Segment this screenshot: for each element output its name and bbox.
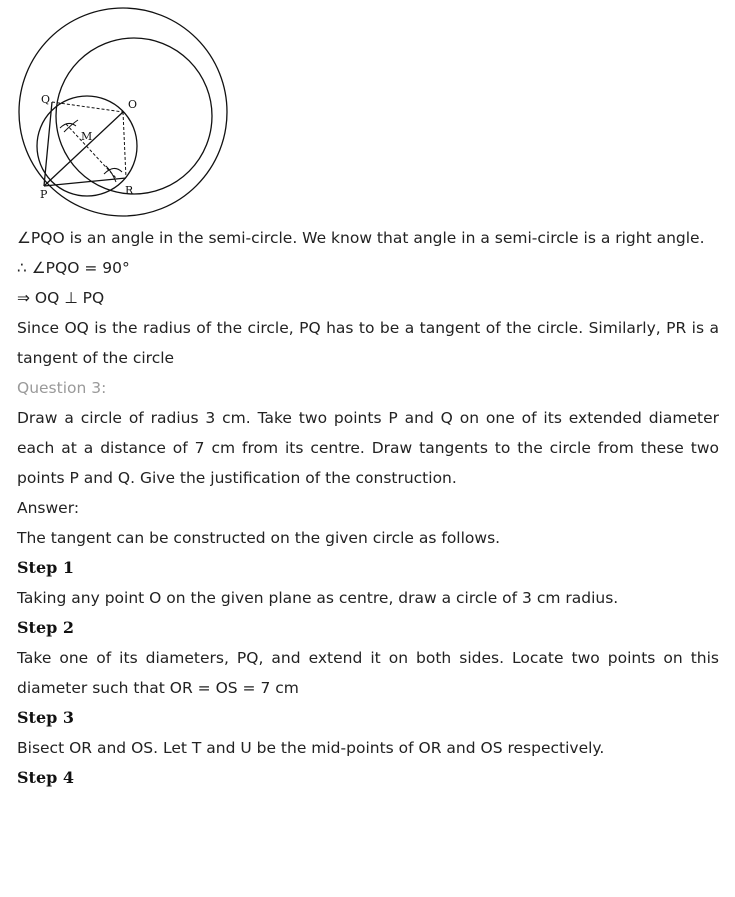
step-3-text: Bisect OR and OS. Let T and U be the mid-points of OR and OS respectively. <box>17 739 605 757</box>
text-content <box>17 223 719 793</box>
arc-mark-lower <box>104 168 122 174</box>
step-2-text: Take one of its diameters, PQ, and extend it on both sides. Locate two points on this diameter such that OR = OS = 7 cm <box>17 649 719 697</box>
question-heading: Question 3: <box>17 379 107 397</box>
construction-figure <box>16 6 231 218</box>
step-1-heading: Step 1 <box>17 558 75 577</box>
question-text: Draw a circle of radius 3 cm. Take two points P and Q on one of its extended diameter each at a distance of 7 cm from its centre. Draw tangents to the circle from these two points P and Q. Give the justification of the construction. <box>17 409 719 487</box>
paragraph-tangent: Since OQ is the radius of the circle, PQ has to be a tangent of the circle. Similarly, PR is a tangent of the circle <box>17 319 719 367</box>
step-4-heading: Step 4 <box>17 768 75 787</box>
equation-perpendicular: ⇒ OQ ⊥ PQ <box>17 289 105 307</box>
step-3-heading: Step 3 <box>17 708 75 727</box>
label-q: Q <box>41 93 51 106</box>
paragraph-semicircle: ∠PQO is an angle in the semi-circle. We know that angle in a semi-circle is a right angle. <box>17 229 705 247</box>
label-r: R <box>125 184 134 197</box>
tangent-pr <box>44 178 126 186</box>
step-2-heading: Step 2 <box>17 618 75 637</box>
label-m: M <box>81 130 93 143</box>
label-p: P <box>40 188 48 201</box>
answer-heading: Answer: <box>17 499 80 517</box>
equation-angle: ∴ ∠PQO = 90° <box>17 259 130 277</box>
step-1-text: Taking any point O on the given plane as centre, draw a circle of 3 cm radius. <box>17 589 619 607</box>
label-o: O <box>128 98 138 111</box>
circle-centre-o <box>56 38 212 194</box>
radius-or <box>123 112 126 178</box>
answer-intro: The tangent can be constructed on the given circle as follows. <box>17 529 501 547</box>
